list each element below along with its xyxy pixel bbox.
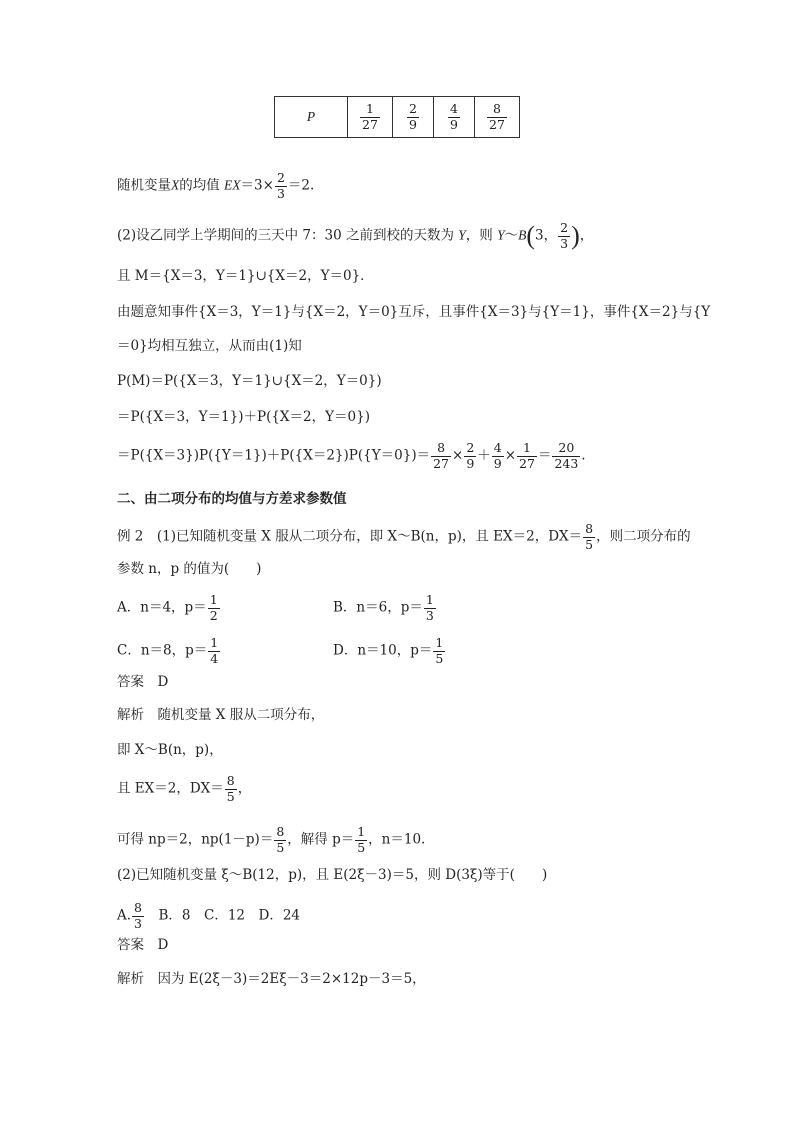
- table-cell: $\frac{2}{9}$: [393, 97, 434, 138]
- probability-table: [274, 96, 520, 138]
- table-cell: $\frac{4}{9}$: [434, 97, 475, 138]
- event-m-line: 且 M＝{X＝3，Y＝1}∪{X＝2，Y＝0}．: [117, 268, 374, 284]
- solution-1-line-2: 即 X～B(n，p)，: [117, 742, 223, 758]
- answer-2: 答案 D: [117, 937, 169, 953]
- pm-line-1: P(M)＝P({X＝3，Y＝1}∪{X＝2，Y＝0}): [117, 373, 382, 389]
- option-d: D．n＝10，p＝ $\frac{1}{5}$: [333, 635, 444, 666]
- pm-line-2: ＝P({X＝3，Y＝1})＋P({X＝2，Y＝0}): [117, 409, 370, 425]
- example2-question-cont: 参数 n，p 的值为( ): [117, 561, 262, 577]
- solution-1-line-1: 解析 随机变量 X 服从二项分布，: [117, 707, 325, 723]
- answer-1: 答案 D: [117, 674, 169, 690]
- independence-line-cont: ＝0}均相互独立，从而由(1)知: [117, 338, 302, 354]
- independence-line: 由题意知事件{X＝3，Y＝1}与{X＝2，Y＝0}互斥，且事件{X＝3}与{Y＝1}，事件{X＝2}与{Y: [117, 304, 711, 320]
- pm-line-3: ＝P({X＝3})P({Y＝1})＋P({X＝2})P({Y＝0})＝ $\frac{8}{27}$ × $\frac{2}{9}$ ＋ $\frac{4}{9}$ × $\frac{1}{27}$ ＝ $\frac{20}{243}$ .: [117, 440, 586, 471]
- option-b: B．n＝6，p＝ $\frac{1}{3}$: [333, 592, 434, 623]
- table-cell: $\frac{8}{27}$: [475, 97, 520, 138]
- part2-options: A. $\frac{8}{3}$ B．8 C．12 D．24: [117, 900, 301, 931]
- solution-2-line-1: 解析 因为 E(2ξ－3)＝2Eξ－3＝2×12p－3＝5，: [117, 971, 426, 987]
- section-heading: 二、由二项分布的均值与方差求参数值: [117, 491, 347, 507]
- example2-question: 例 2 (1)已知随机变量 X 服从二项分布，即 X～B(n，p)，且 EX＝2，DX＝ $\frac{8}{5}$ ，则二项分布的: [117, 521, 691, 552]
- solution-1-line-4: 可得 np＝2，np(1－p)＝ $\frac{8}{5}$ ，解得 p＝ $\frac{1}{5}$ ，n＝10.: [117, 824, 426, 855]
- mean-line: 随机变量X的均值 EX＝3× $\frac{2}{3}$ ＝2.: [117, 170, 315, 201]
- table-cell: $\frac{1}{27}$: [348, 97, 393, 138]
- option-c: C．n＝8，p＝ $\frac{1}{4}$: [117, 635, 219, 666]
- option-a: A．n＝4，p＝ $\frac{1}{2}$: [117, 592, 218, 623]
- solution-1-line-3: 且 EX＝2，DX＝ $\frac{8}{5}$ ，: [117, 773, 252, 804]
- example2-part2-question: (2)已知随机变量 ξ～B(12，p)，且 E(2ξ－3)＝5，则 D(3ξ)等于( ): [117, 867, 548, 883]
- part2-intro-line: (2)设乙同学上学期间的三天中 7：30 之前到校的天数为 Y，则 Y～B(3， $\frac{2}{3}$ )，: [117, 220, 594, 251]
- table-label-cell: P: [275, 97, 348, 138]
